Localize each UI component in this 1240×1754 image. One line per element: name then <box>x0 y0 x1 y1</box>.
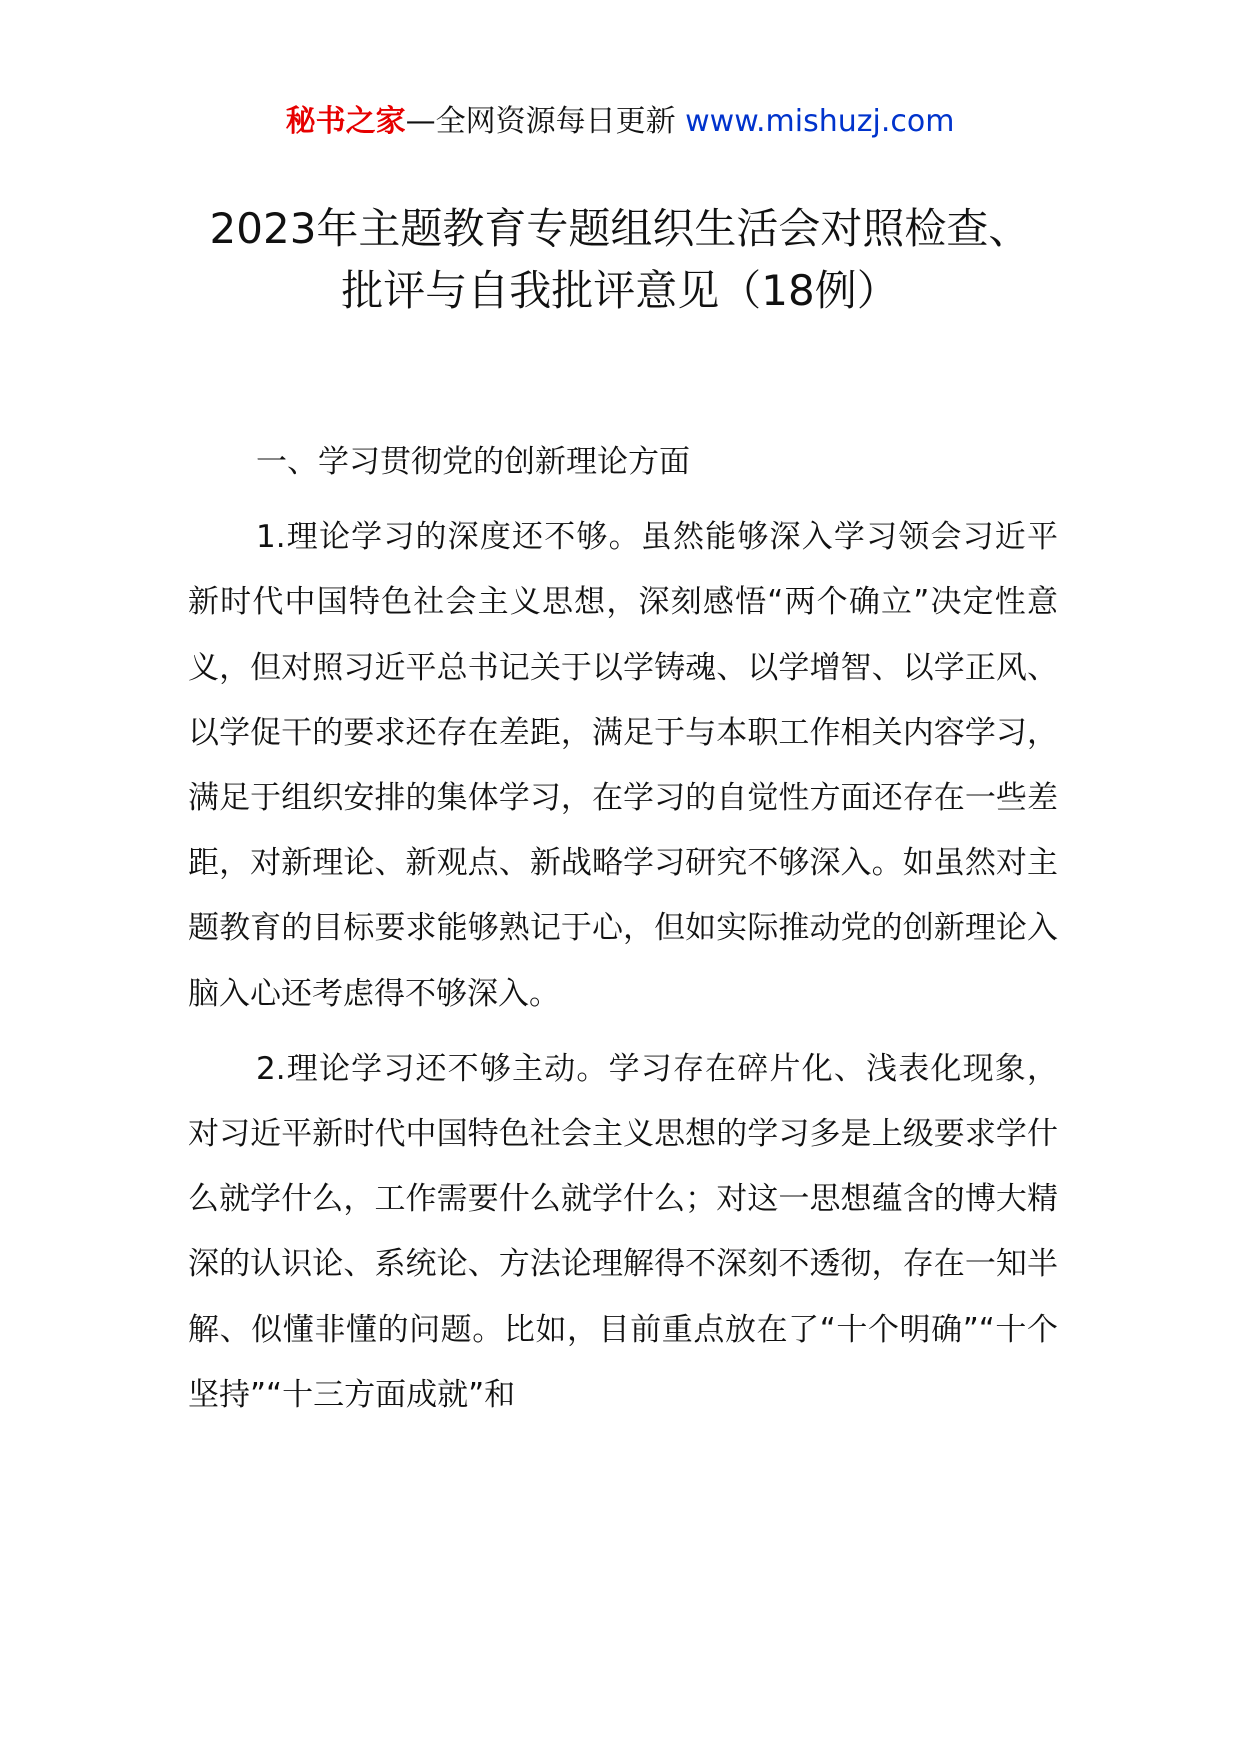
document-body <box>188 430 1058 1438</box>
header-slogan: —全网资源每日更新 <box>405 104 676 139</box>
paragraph-2: 2.理论学习还不够主动。学习存在碎片化、浅表化现象，对习近平新时代中国特色社会主义思想的学习多是上级要求学什么就学什么，工作需要什么就学什么；对这一思想蕴含的博大精深的认识论、系统论、方法论理解得不深刻不透彻，存在一知半解、似懂非懂的问题。比如，目前重点放在了“十个明确”“十个坚持”“十三方面成就”和 <box>188 1050 1058 1413</box>
site-header <box>0 100 1240 144</box>
section-heading: 一、学习贯彻党的创新理论方面 <box>256 444 690 480</box>
site-url-link[interactable]: www.mishuzj.com <box>685 104 955 139</box>
title-line-1: 2023年主题教育专题组织生活会对照检查、 <box>209 204 1031 253</box>
title-line-2: 批评与自我批评意见（18例） <box>341 266 899 315</box>
document-title <box>100 198 1140 322</box>
brand-name: 秘书之家 <box>285 104 406 139</box>
paragraph-1: 1.理论学习的深度还不够。虽然能够深入学习领会习近平新时代中国特色社会主义思想，深刻感悟“两个确立”决定性意义，但对照习近平总书记关于以学铸魂、以学增智、以学正风、以学促干的要求还存在差距，满足于与本职工作相关内容学习，满足于组织安排的集体学习，在学习的自觉性方面还存在一些差距，对新理论、新观点、新战略学习研究不够深入。如虽然对主题教育的目标要求能够熟记于心，但如实际推动党的创新理论入脑入心还考虑得不够深入。 <box>188 519 1058 1012</box>
